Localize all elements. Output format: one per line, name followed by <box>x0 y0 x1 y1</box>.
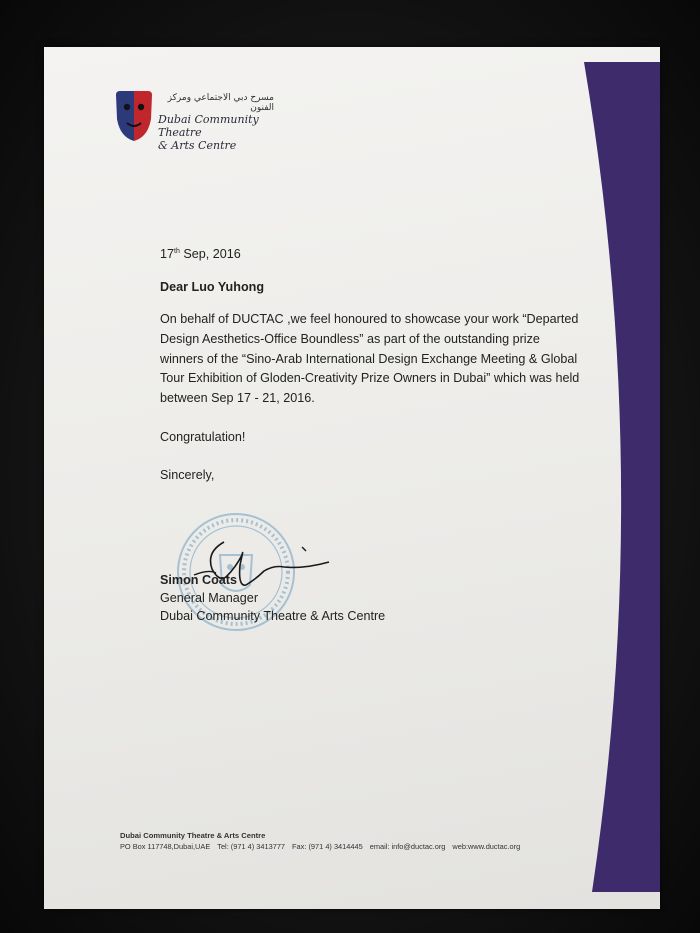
salutation: Dear Luo Yuhong <box>160 279 265 294</box>
signer-title: General Manager <box>160 591 259 605</box>
date-rest: Sep, 2016 <box>179 247 241 262</box>
letter-page <box>44 47 660 909</box>
footer-address: PO Box 117748,Dubai,UAE <box>120 842 211 851</box>
letterhead-name <box>158 93 288 152</box>
letterhead-arabic: مسرح دبي الاجتماعي ومركز الفنون <box>167 93 274 113</box>
letter-footer <box>120 830 527 852</box>
signer-name: Simon Coats <box>160 573 237 587</box>
letter-date <box>160 242 580 265</box>
date-day: 17 <box>160 247 175 262</box>
body-paragraph: On behalf of DUCTAC ,we feel honoured to showcase your work “Departed Design Aesthetics-Office Boundless” as part of the outstanding prize winners of the “Sino-Arab International Design Exchange Meeting & Global Tour Exhibition of Gloden-Creativity Prize Owners in Dubai” which was held between Sep 17 - 21, 2016. <box>160 312 580 405</box>
signer-organization: Dubai Community Theatre & Arts Centre <box>160 609 386 623</box>
letter-body <box>160 242 580 486</box>
letterhead-line-2: & Arts Centre <box>158 139 237 152</box>
date-suffix: th <box>174 248 180 255</box>
footer-tel: Tel: (971 4) 3413777 <box>217 842 286 851</box>
letterhead-line-1: Dubai Community Theatre <box>158 113 259 139</box>
signer-block <box>160 571 385 625</box>
signoff: Sincerely, <box>160 467 215 482</box>
footer-email: email: info@ductac.org <box>369 842 446 851</box>
footer-org: Dubai Community Theatre & Arts Centre <box>120 831 266 840</box>
footer-contact <box>120 841 527 852</box>
closing-line: Congratulation! <box>160 430 246 445</box>
footer-web: web:www.ductac.org <box>452 842 521 851</box>
footer-fax: Fax: (971 4) 3414445 <box>292 842 363 851</box>
